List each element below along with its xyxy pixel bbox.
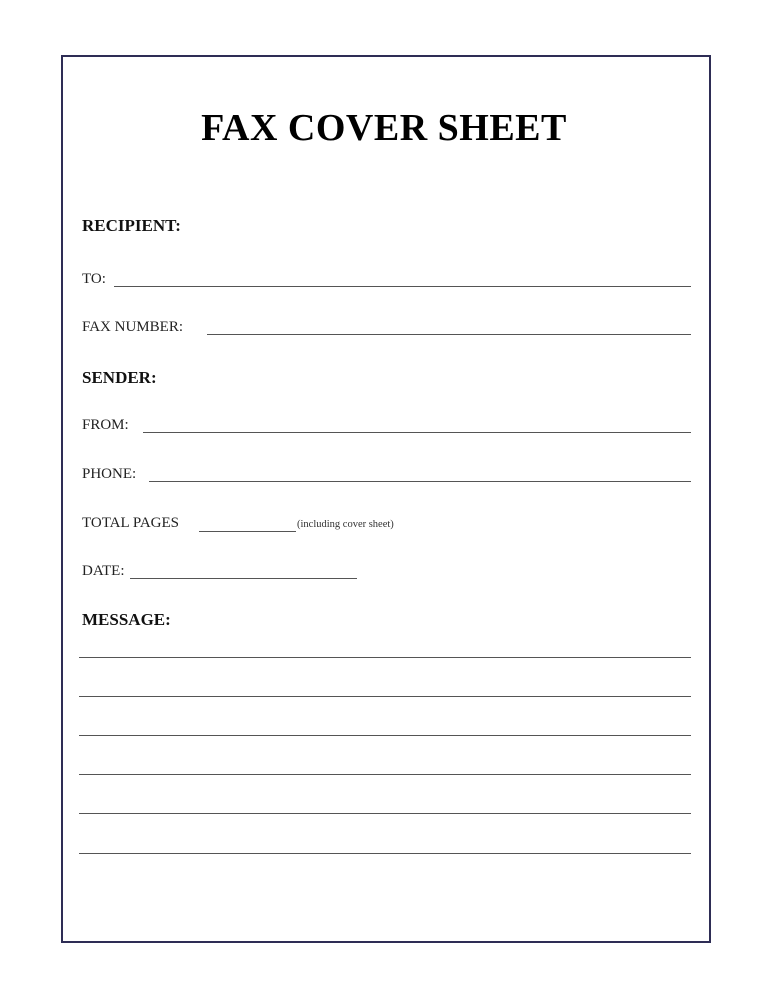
phone-field[interactable] — [149, 481, 691, 482]
total-pages-field[interactable] — [199, 531, 296, 532]
date-label: DATE: — [82, 563, 125, 579]
page-border — [61, 55, 711, 943]
message-line[interactable] — [79, 853, 691, 854]
to-label: TO: — [82, 271, 106, 287]
message-line[interactable] — [79, 657, 691, 658]
message-line[interactable] — [79, 696, 691, 697]
message-line[interactable] — [79, 735, 691, 736]
to-field[interactable] — [114, 286, 691, 287]
message-line[interactable] — [79, 813, 691, 814]
message-line[interactable] — [79, 774, 691, 775]
message-heading: MESSAGE: — [82, 610, 171, 629]
fax-number-field[interactable] — [207, 334, 691, 335]
from-field[interactable] — [143, 432, 691, 433]
phone-label: PHONE: — [82, 466, 137, 482]
recipient-heading: RECIPIENT: — [82, 216, 181, 235]
total-pages-label: TOTAL PAGES — [82, 515, 180, 531]
total-pages-note: (including cover sheet) — [297, 519, 394, 530]
page-title: FAX COVER SHEET — [201, 107, 567, 149]
date-field[interactable] — [130, 578, 357, 579]
fax-number-label: FAX NUMBER: — [82, 319, 183, 335]
sender-heading: SENDER: — [82, 368, 157, 387]
from-label: FROM: — [82, 417, 129, 433]
